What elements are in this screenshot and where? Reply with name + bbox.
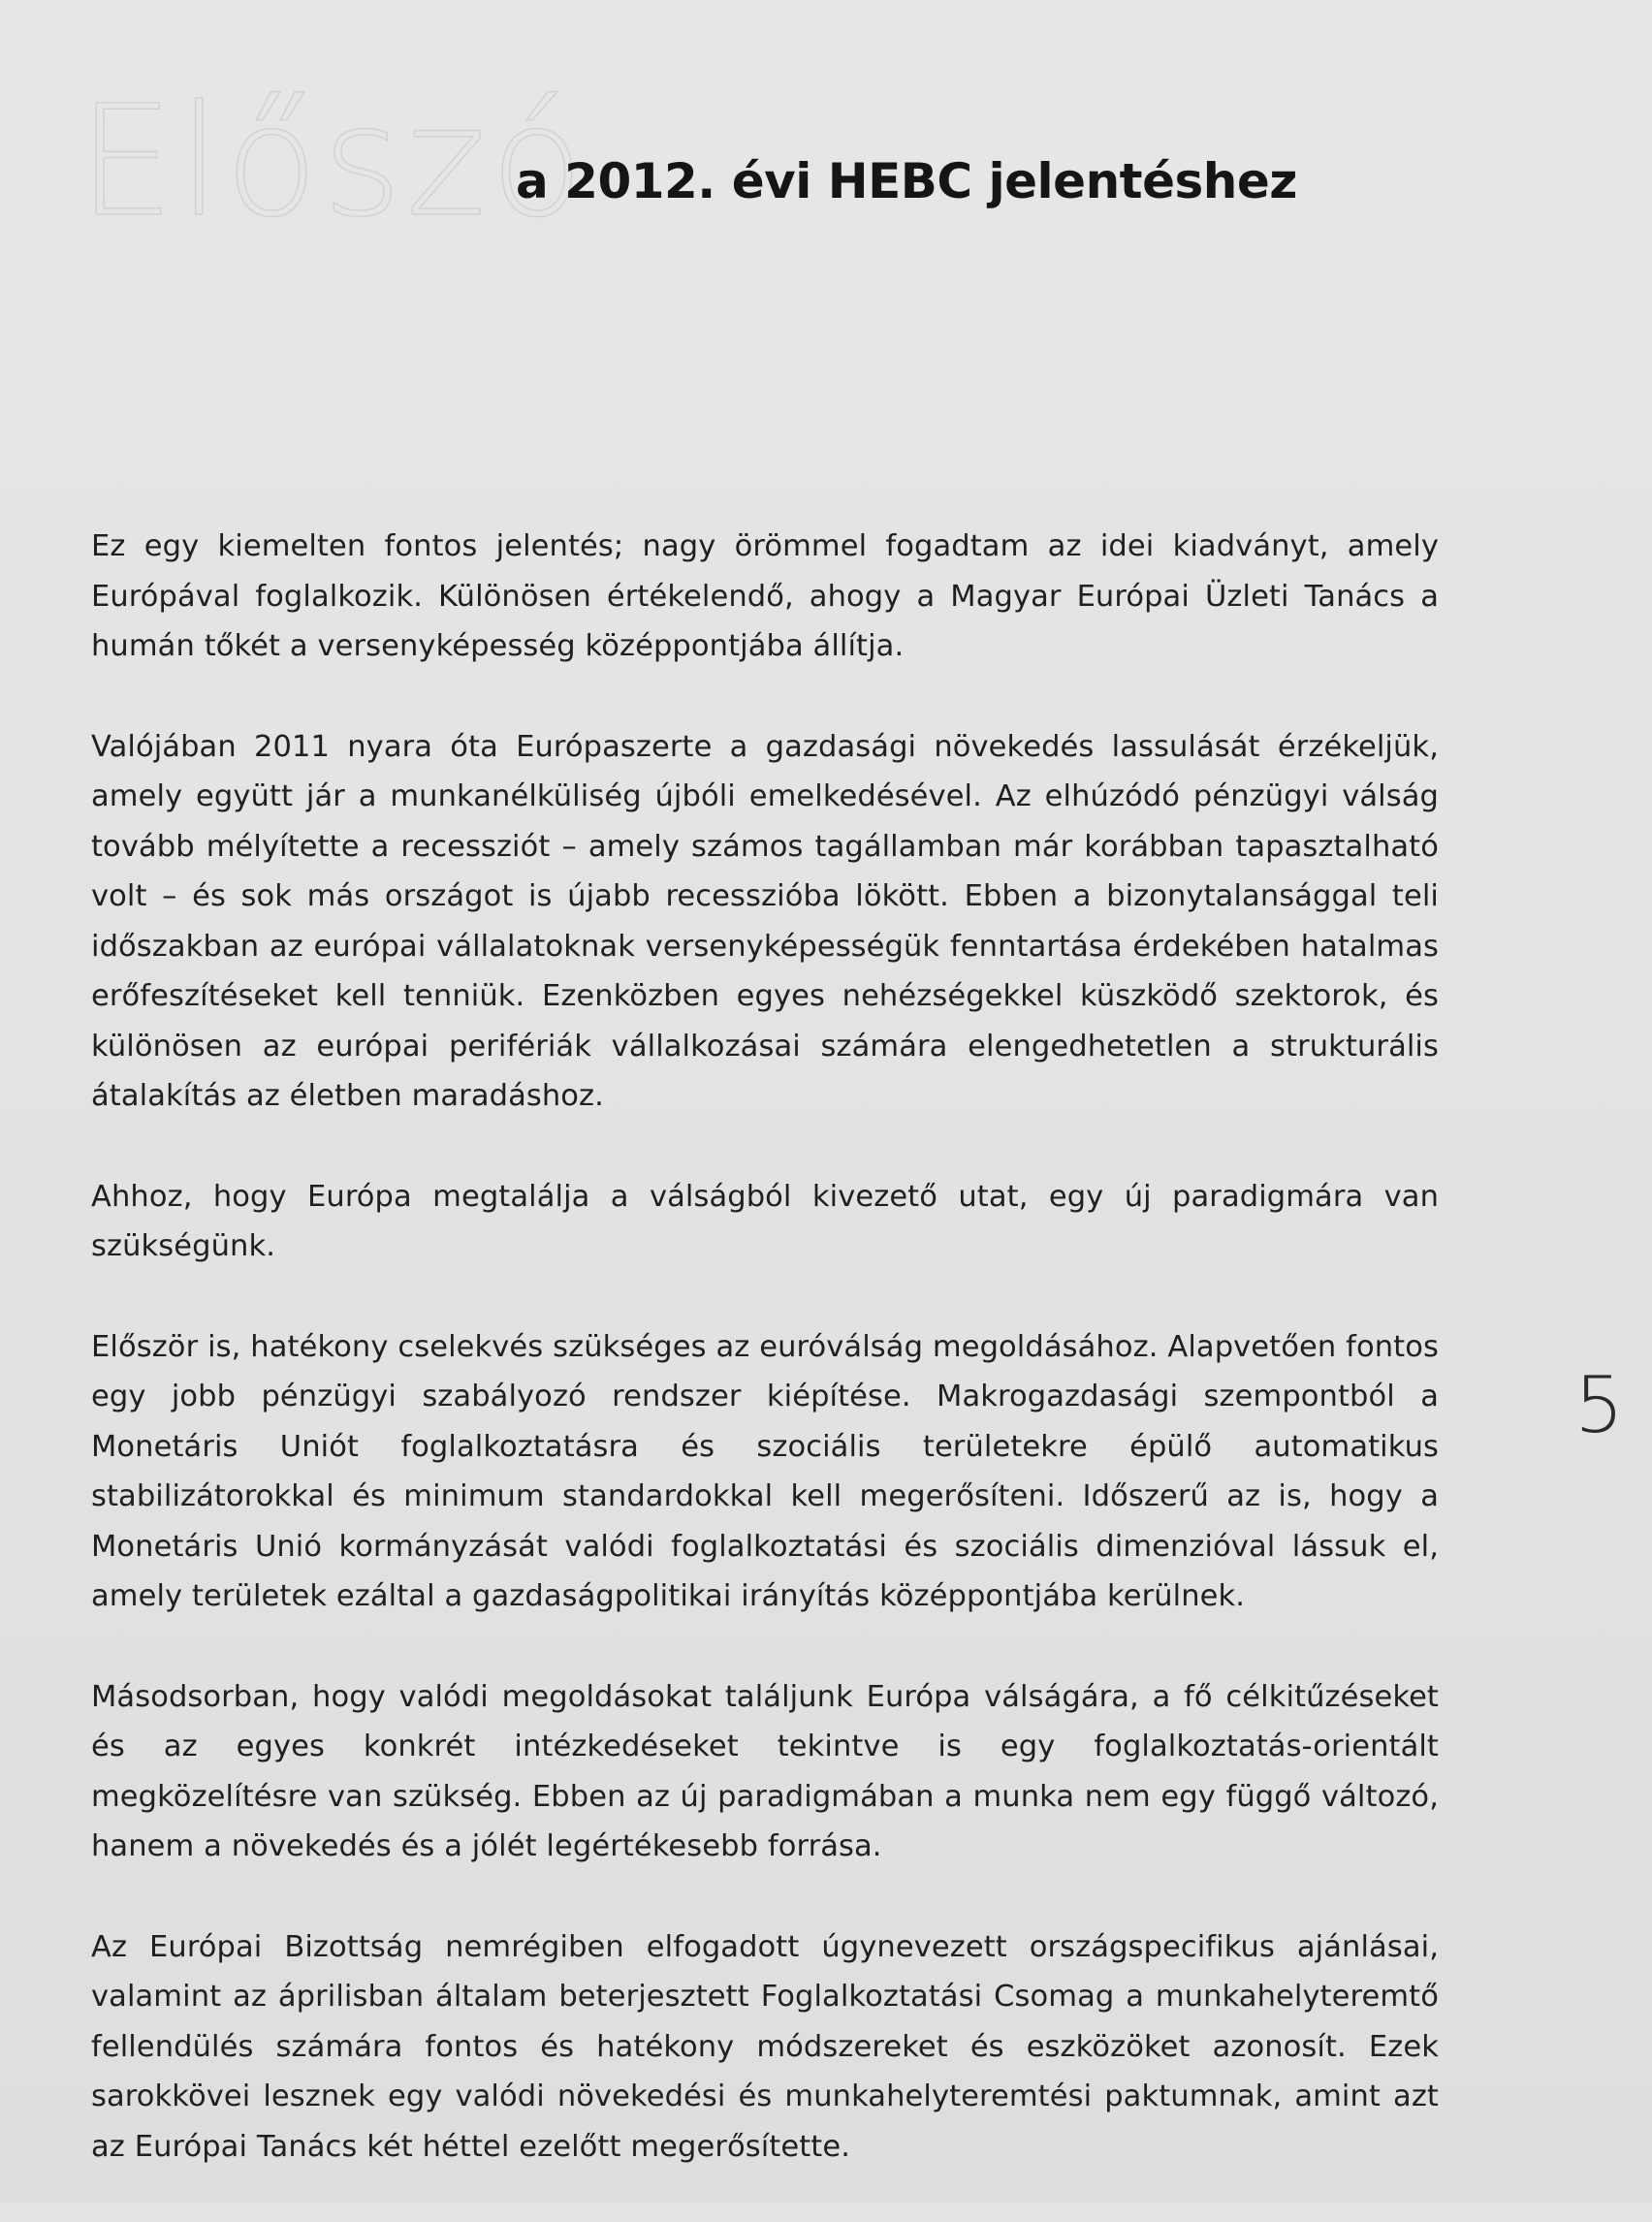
paragraph-5: Másodsorban, hogy valódi megoldásokat találjunk Európa válságára, a fő célkitűzéseket és az egyes konkrét intézkedéseket tekintve is egy foglalkoztatás-orientált megközelítésre van szükség. Ebben az új paradigmában a munka nem egy függő változó, hanem a növekedés és a jólét legértékesebb forrása. [91, 1679, 1439, 1863]
paragraph-2: Valójában 2011 nyara óta Európaszerte a gazdasági növekedés lassulását érzékeljük, amely együtt jár a munkanélküliség újbóli emelkedésével. Az elhúzódó pénzügyi válság tovább mélyítette a recessziót – amely számos tagállamban már korábban tapasztalható volt – és sok más országot is újabb recesszióba lökött. Ebben a bizonytalansággal teli időszakban az európai vállalatoknak versenyképességük fenntartása érdekében hatalmas erőfeszítéseket kell tenniük. Ezenközben egyes nehézségekkel küszködő szektorok, és különösen az európai perifériák vállalkozásai számára elengedhetetlen a strukturális átalakítás az életben maradáshoz. [91, 729, 1439, 1113]
paragraph-6: Az Európai Bizottság nemrégiben elfogadott úgynevezett országspecifikus ajánlásai, valamint az áprilisban általam beterjesztett Foglalkoztatási Csomag a munkahelyteremtő fellendülés számára fontos és hatékony módszereket és eszközöket azonosít. Ezek sarokkövei lesznek egy valódi növekedési és munkahelyteremtési paktumnak, amint azt az Európai Tanács két héttel ezelőtt megerősítette. [91, 1929, 1439, 2164]
paragraph-1: Ez egy kiemelten fontos jelentés; nagy örömmel fogadtam az idei kiadványt, amely Európával foglalkozik. Különösen értékelendő, ahogy a Magyar Európai Üzleti Tanács a humán tőkét a versenyképesség középpontjába állítja. [91, 529, 1439, 663]
page-heading: a 2012. évi HEBC jelentéshez [516, 153, 1297, 209]
watermark-title: Előszó [78, 73, 588, 251]
body-text [91, 522, 1439, 2222]
paragraph-4: Először is, hatékony cselekvés szükséges az euróválság megoldásához. Alapvetően fontos egy jobb pénzügyi szabályozó rendszer kiépítése. Makrogazdasági szempontból a Monetáris Uniót foglalkoztatásra és szociális területekre épülő automatikus stabilizátorokkal és minimum standardokkal kell megerősíteni. Időszerű az is, hogy a Monetáris Unió kormányzását valódi foglalkoztatási és szociális dimenzióval lássuk el, amely területek ezáltal a gazdaságpolitikai irányítás középpontjába kerülnek. [91, 1329, 1439, 1613]
page-number: 5 [1574, 1360, 1624, 1450]
paragraph-3: Ahhoz, hogy Európa megtalálja a válságból kivezető utat, egy új paradigmára van szükségünk. [91, 1179, 1439, 1263]
